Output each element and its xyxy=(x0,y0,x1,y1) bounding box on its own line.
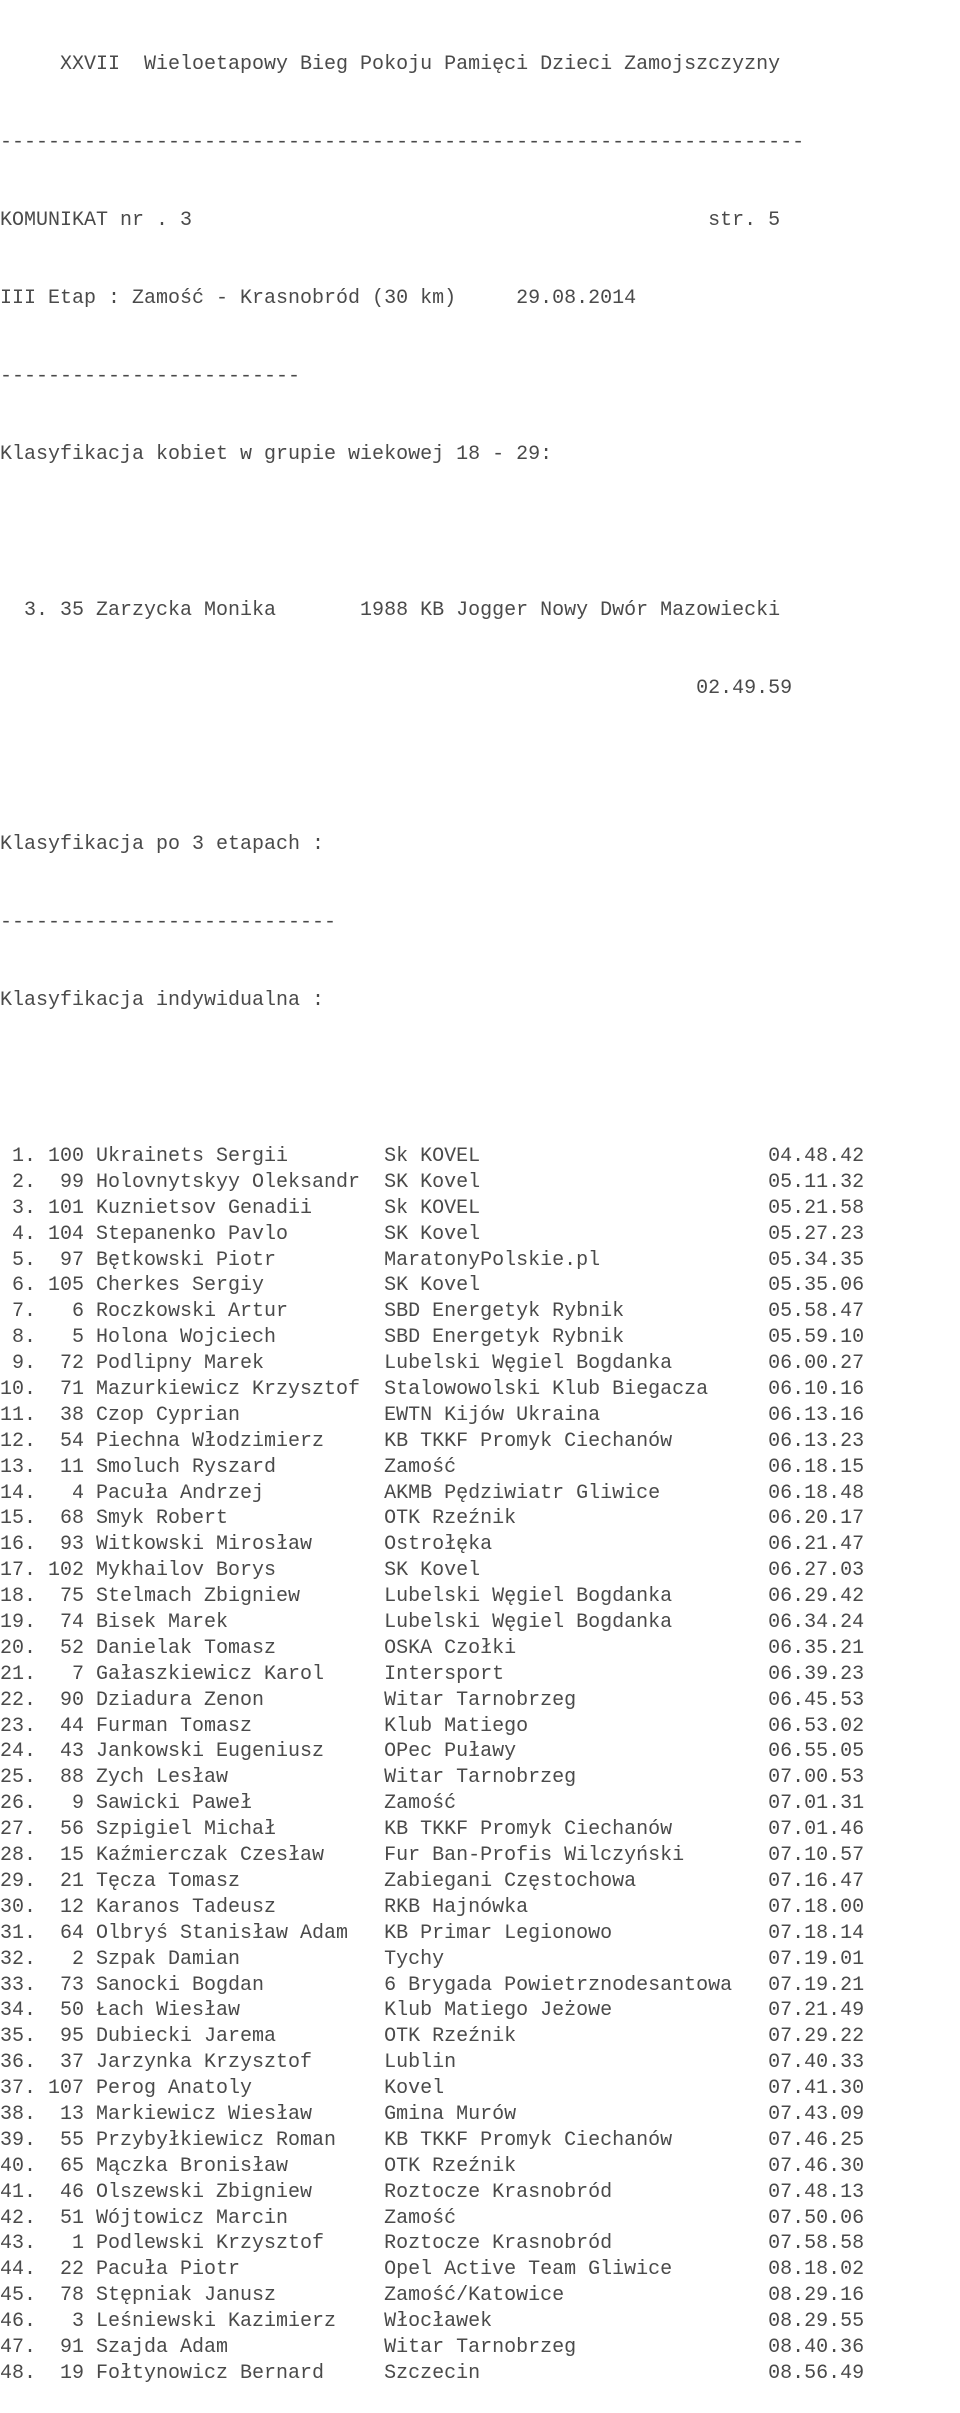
result-row: 8. 5 Holona Wojciech SBD Energetyk Rybnik 05.59.10 xyxy=(0,1326,865,1350)
women-entry: 3. 35 Zarzycka Monika 1988 KB Jogger Nowy Dwór Mazowiecki xyxy=(0,599,781,622)
result-row: 22. 90 Dziadura Zenon Witar Tarnobrzeg 06.45.53 xyxy=(0,1688,865,1712)
result-row: 23. 44 Furman Tomasz Klub Matiego 06.53.02 xyxy=(0,1714,865,1738)
result-row: 38. 13 Markiewicz Wiesław Gmina Murów 07.43.09 xyxy=(0,2102,865,2126)
blank-line xyxy=(0,754,960,780)
result-row: 33. 73 Sanocki Bogdan 6 Brygada Powietrznodesantowa 07.19.21 xyxy=(0,1973,865,1997)
stage-rule: ------------------------- xyxy=(0,365,301,388)
results-table xyxy=(0,1144,960,2387)
result-row: 11. 38 Czop Cyprian EWTN Kijów Ukraina 06.13.16 xyxy=(0,1403,865,1427)
result-row: 44. 22 Pacuła Piotr Opel Active Team Gliwice 08.18.02 xyxy=(0,2258,865,2282)
result-row: 32. 2 Szpak Damian Tychy 07.19.01 xyxy=(0,1947,865,1971)
result-row: 39. 55 Przybyłkiewicz Roman KB TKKF Promyk Ciechanów 07.46.25 xyxy=(0,2128,865,2152)
result-row: 10. 71 Mazurkiewicz Krzysztof Stalowowolski Klub Biegacza 06.10.16 xyxy=(0,1378,865,1402)
result-row: 43. 1 Podlewski Krzysztof Roztocze Krasnobród 07.58.58 xyxy=(0,2232,865,2256)
overall-heading: Klasyfikacja po 3 etapach : xyxy=(0,833,325,856)
result-row: 19. 74 Bisek Marek Lubelski Węgiel Bogdanka 06.34.24 xyxy=(0,1611,865,1635)
result-row: 16. 93 Witkowski Mirosław Ostrołęka 06.21.47 xyxy=(0,1533,865,1557)
result-row: 15. 68 Smyk Robert OTK Rzeźnik 06.20.17 xyxy=(0,1507,865,1531)
result-row: 21. 7 Gałaszkiewicz Karol Intersport 06.39.23 xyxy=(0,1662,865,1686)
result-row: 12. 54 Piechna Włodzimierz KB TKKF Promyk Ciechanów 06.13.23 xyxy=(0,1429,865,1453)
result-row: 2. 99 Holovnytskyy Oleksandr SK Kovel 05.11.32 xyxy=(0,1170,865,1194)
result-row: 18. 75 Stelmach Zbigniew Lubelski Węgiel Bogdanka 06.29.42 xyxy=(0,1585,865,1609)
result-row: 48. 19 Fołtynowicz Bernard Szczecin 08.56.49 xyxy=(0,2361,865,2385)
result-row: 42. 51 Wójtowicz Marcin Zamość 07.50.06 xyxy=(0,2206,865,2230)
result-row: 14. 4 Pacuła Andrzej AKMB Pędziwiatr Gliwice 06.18.48 xyxy=(0,1481,865,1505)
result-row: 36. 37 Jarzynka Krzysztof Lublin 07.40.33 xyxy=(0,2051,865,2075)
result-row: 29. 21 Tęcza Tomasz Zabiegani Częstochowa 07.16.47 xyxy=(0,1869,865,1893)
result-row: 13. 11 Smoluch Ryszard Zamość 06.18.15 xyxy=(0,1455,865,1479)
blank-line xyxy=(0,1066,960,1092)
result-row: 45. 78 Stępniak Janusz Zamość/Katowice 08.29.16 xyxy=(0,2284,865,2308)
result-row: 28. 15 Kaźmierczak Czesław Fur Ban-Profis Wilczyński 07.10.57 xyxy=(0,1844,865,1868)
women-category-heading: Klasyfikacja kobiet w grupie wiekowej 18 - 29: xyxy=(0,443,553,466)
blank-line xyxy=(0,520,960,546)
individual-heading: Klasyfikacja indywidualna : xyxy=(0,989,325,1012)
result-row: 17. 102 Mykhailov Borys SK Kovel 06.27.03 xyxy=(0,1559,865,1583)
result-row: 27. 56 Szpigiel Michał KB TKKF Promyk Ciechanów 07.01.46 xyxy=(0,1818,865,1842)
result-row: 35. 95 Dubiecki Jarema OTK Rzeźnik 07.29.22 xyxy=(0,2025,865,2049)
result-row: 9. 72 Podlipny Marek Lubelski Węgiel Bogdanka 06.00.27 xyxy=(0,1352,865,1376)
result-row: 6. 105 Cherkes Sergiy SK Kovel 05.35.06 xyxy=(0,1274,865,1298)
result-row: 25. 88 Zych Lesław Witar Tarnobrzeg 07.00.53 xyxy=(0,1766,865,1790)
result-row: 26. 9 Sawicki Paweł Zamość 07.01.31 xyxy=(0,1792,865,1816)
result-row: 5. 97 Bętkowski Piotr MaratonyPolskie.pl 05.34.35 xyxy=(0,1248,865,1272)
result-row: 1. 100 Ukrainets Sergii Sk KOVEL 04.48.42 xyxy=(0,1145,865,1168)
result-row: 41. 46 Olszewski Zbigniew Roztocze Krasnobród 07.48.13 xyxy=(0,2180,865,2204)
women-entry-time: 02.49.59 xyxy=(0,677,793,700)
header-rule: ------------------------------------------------------------------- xyxy=(0,131,805,154)
result-row: 4. 104 Stepanenko Pavlo SK Kovel 05.27.23 xyxy=(0,1222,865,1246)
result-row: 24. 43 Jankowski Eugeniusz OPec Puławy 06.55.05 xyxy=(0,1740,865,1764)
communique-line: KOMUNIKAT nr . 3 str. 5 xyxy=(0,209,781,232)
result-row: 37. 107 Perog Anatoly Kovel 07.41.30 xyxy=(0,2077,865,2101)
stage-line: III Etap : Zamość - Krasnobród (30 km) 29.08.2014 xyxy=(0,287,637,310)
result-row: 7. 6 Roczkowski Artur SBD Energetyk Rybnik 05.58.47 xyxy=(0,1300,865,1324)
result-row: 34. 50 Łach Wiesław Klub Matiego Jeżowe 07.21.49 xyxy=(0,1999,865,2023)
result-row: 31. 64 Olbryś Stanisław Adam KB Primar Legionowo 07.18.14 xyxy=(0,1921,865,1945)
overall-rule: ---------------------------- xyxy=(0,911,337,934)
result-row: 46. 3 Leśniewski Kazimierz Włocławek 08.29.55 xyxy=(0,2310,865,2334)
result-row: 30. 12 Karanos Tadeusz RKB Hajnówka 07.18.00 xyxy=(0,1895,865,1919)
event-title: XXVII Wieloetapowy Bieg Pokoju Pamięci Dzieci Zamojszczyzny xyxy=(0,53,781,76)
result-row: 40. 65 Mączka Bronisław OTK Rzeźnik 07.46.30 xyxy=(0,2154,865,2178)
result-row: 20. 52 Danielak Tomasz OSKA Czołki 06.35.21 xyxy=(0,1636,865,1660)
result-row: 3. 101 Kuznietsov Genadii Sk KOVEL 05.21.58 xyxy=(0,1196,865,1220)
result-row: 47. 91 Szajda Adam Witar Tarnobrzeg 08.40.36 xyxy=(0,2335,865,2359)
